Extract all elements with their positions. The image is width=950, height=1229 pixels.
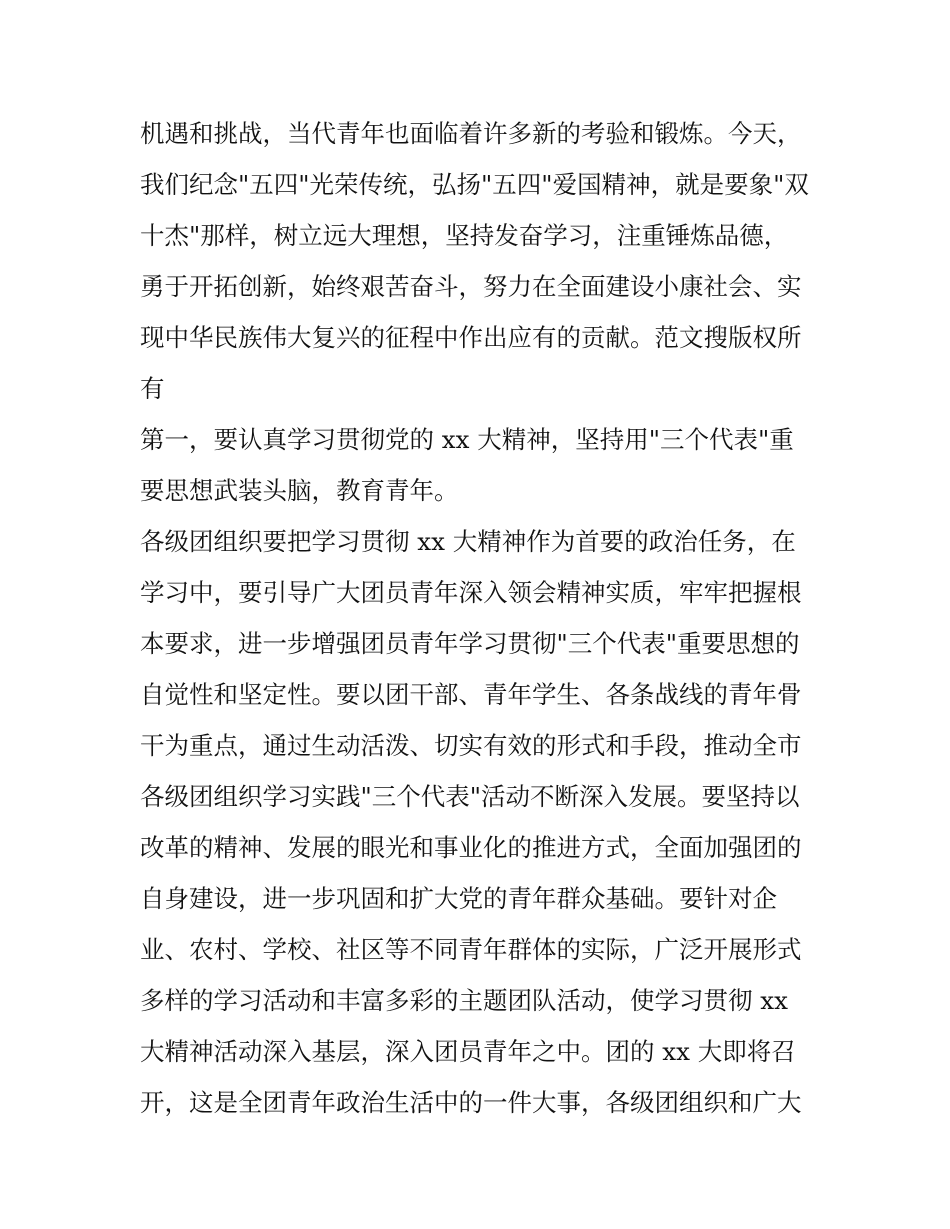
text-line: 干为重点，通过生动活泼、切实有效的形式和手段，推动全市 — [140, 731, 802, 760]
text-line: 各级团组织要把学习贯彻 xx 大精神作为首要的政治任务，在 — [140, 527, 796, 556]
text-line: 我们纪念"五四"光荣传统，弘扬"五四"爱国精神，就是要象"双 — [140, 170, 809, 199]
text-line: 改革的精神、发展的眼光和事业化的推进方式，全面加强团的 — [140, 833, 802, 862]
text-line: 自身建设，进一步巩固和扩大党的青年群众基础。要针对企 — [140, 884, 777, 913]
text-line: 第一，要认真学习贯彻党的 xx 大精神，坚持用"三个代表"重 — [140, 425, 794, 454]
text-line: 大精神活动深入基层，深入团员青年之中。团的 xx 大即将召 — [140, 1037, 796, 1066]
text-line: 各级团组织学习实践"三个代表"活动不断深入发展。要坚持以 — [140, 782, 800, 811]
text-line: 要思想武装头脑，教育青年。 — [140, 476, 459, 505]
text-line: 自觉性和坚定性。要以团干部、青年学生、各条战线的青年骨 — [140, 680, 802, 709]
text-line: 勇于开拓创新，始终艰苦奋斗，努力在全面建设小康社会、实 — [140, 272, 802, 301]
document-body — [140, 108, 820, 1128]
text-line: 机遇和挑战，当代青年也面临着许多新的考验和锻炼。今天， — [140, 119, 802, 148]
text-line: 多样的学习活动和丰富多彩的主题团队活动，使学习贯彻 xx — [140, 986, 788, 1015]
text-line: 学习中，要引导广大团员青年深入领会精神实质，牢牢把握根 — [140, 578, 802, 607]
text-line: 有 — [140, 374, 165, 403]
text-line: 本要求，进一步增强团员青年学习贯彻"三个代表"重要思想的 — [140, 629, 800, 658]
text-line: 开，这是全团青年政治生活中的一件大事，各级团组织和广大 — [140, 1088, 802, 1117]
text-line: 现中华民族伟大复兴的征程中作出应有的贡献。范文搜版权所 — [140, 323, 802, 352]
text-line: 业、农村、学校、社区等不同青年群体的实际，广泛开展形式 — [140, 935, 802, 964]
text-line: 十杰"那样，树立远大理想，坚持发奋学习，注重锤炼品德， — [140, 221, 789, 250]
